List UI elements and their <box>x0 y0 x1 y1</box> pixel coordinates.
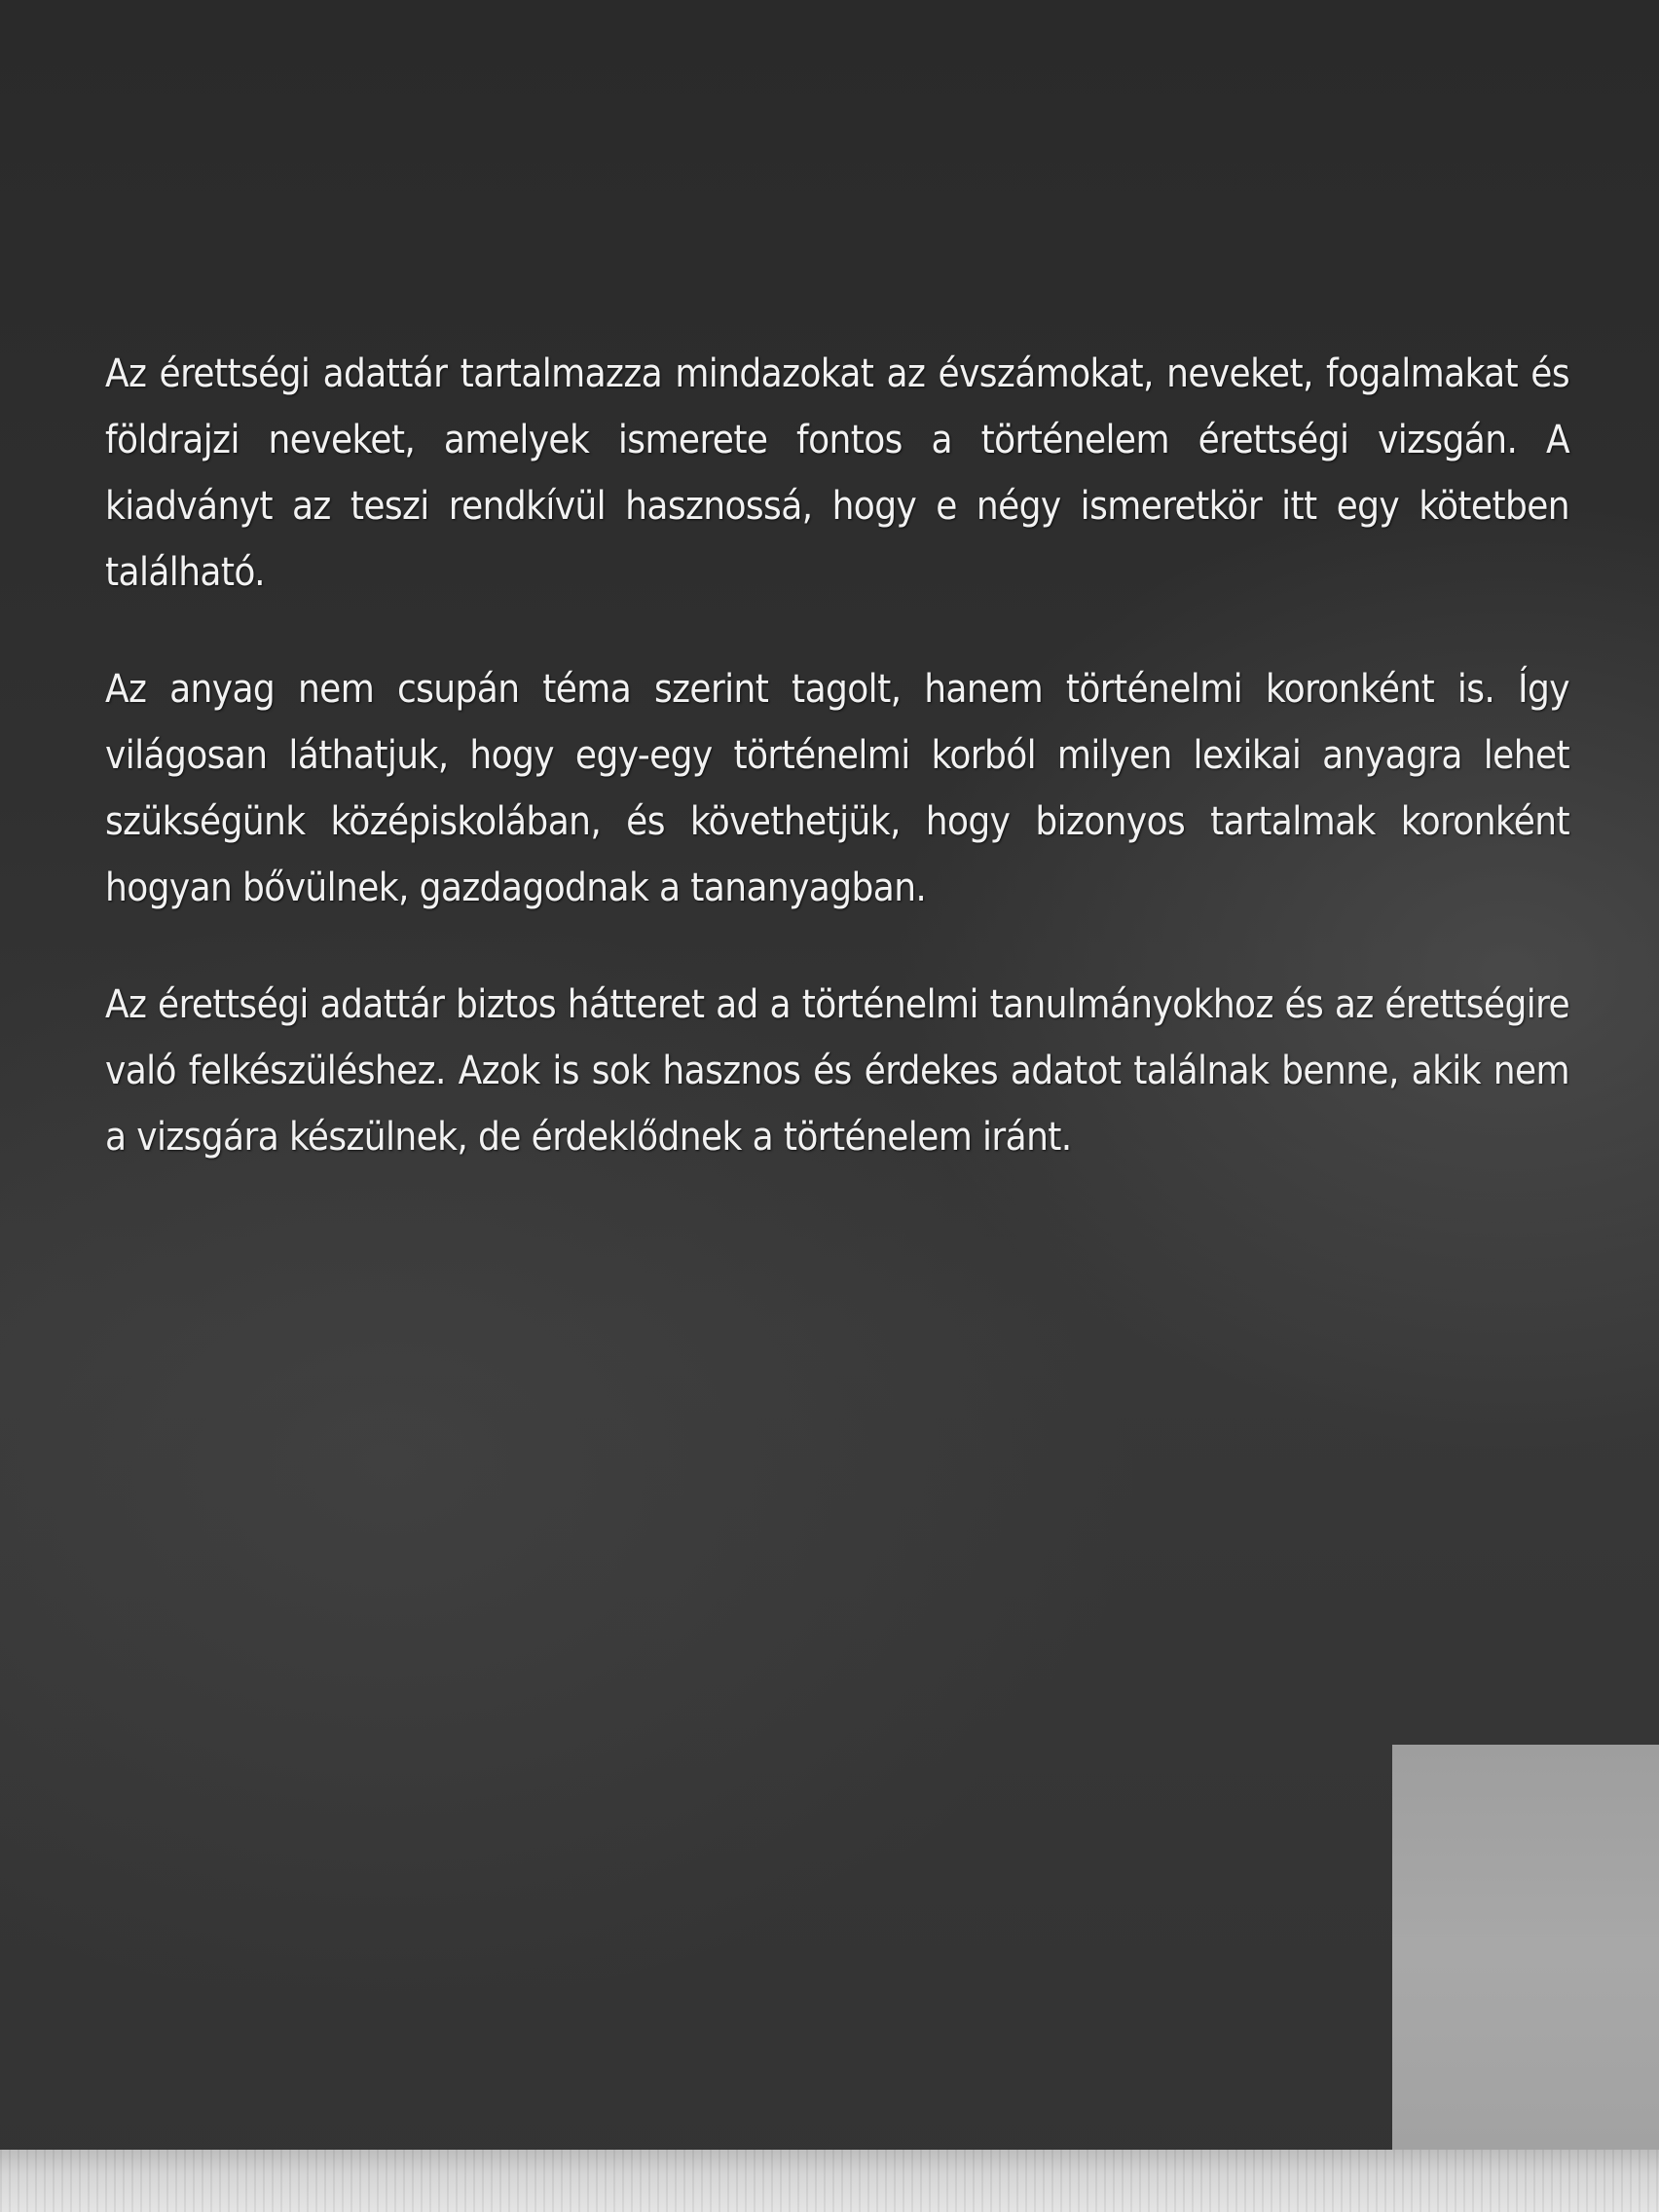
blurb-paragraph-2: Az anyag nem csupán téma szerint tagolt, hanem történelmi koronként is. Így világosan láthatjuk, hogy egy-egy történelmi korból milyen lexikai anyagra lehet szükségünk középiskolában, és követhetjük, hogy bizonyos tartalmak koronként hogyan bővülnek, gazdagodnak a tananyagban. <box>105 667 1569 910</box>
corner-grey-panel <box>1392 1745 1659 2154</box>
blurb-paragraph-3: Az érettségi adattár biztos hátteret ad a történelmi tanulmányokhoz és az érettségire való felkészüléshez. Azok is sok hasznos és érdekes adatot találnak benne, akik nem a vizsgára készülnek, de érdeklődnek a történelem iránt. <box>105 982 1569 1160</box>
blurb-paragraph-1: Az érettségi adattár tartalmazza mindazokat az évszámokat, neveket, fogalmakat és földrajzi neveket, amelyek ismerete fontos a történelem érettségi vizsgán. A kiadványt az teszi rendkívül hasznossá, hogy e négy ismeretkör itt egy kötetben található. <box>105 351 1569 595</box>
blurb-text <box>105 341 1569 1221</box>
bottom-barcode-strip <box>0 2150 1659 2212</box>
